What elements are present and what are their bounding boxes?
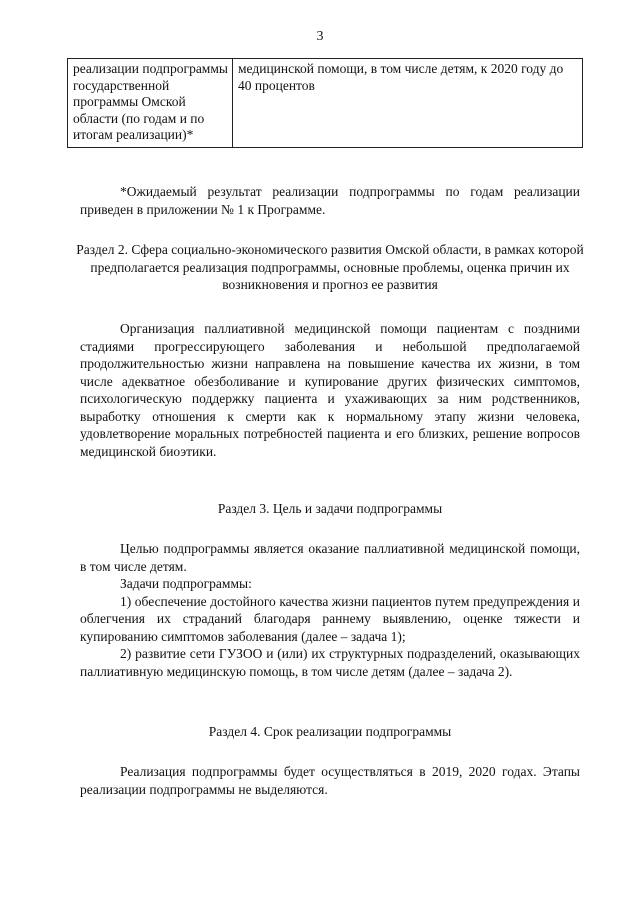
section-4-heading: Раздел 4. Срок реализации подпрограммы bbox=[208, 724, 452, 739]
section-3-heading: Раздел 3. Цель и задачи подпрограммы bbox=[217, 501, 443, 516]
results-table bbox=[67, 58, 583, 148]
section-3-goal: Целью подпрограммы является оказание паллиативной медицинской помощи, в том числе детям. bbox=[80, 541, 580, 574]
page-number: 3 bbox=[316, 29, 324, 44]
footnote-text: *Ожидаемый результат реализации подпрограммы по годам реализации приведен в приложении № 1 к Программе. bbox=[80, 184, 580, 217]
section-3-task-1: 1) обеспечение достойного качества жизни пациентов путем предупреждения и облегчения их страданий благодаря раннему выявлению, оценке тяжести и купированию симптомов заболевания (далее – задача 1); bbox=[80, 593, 580, 644]
section-2-paragraph: Организация паллиативной медицинской помощи пациентам с поздними стадиями прогрессирующего заболевания и небольшой предполагаемой продолжительностью жизни направлена на повышение качества их жизни, в том числе адекватное обезболивание и купирование других физических симптомов, психологическую поддержку пациента и ухаживающих за ним родственников, выработку отношения к смерти как к нормальному этапу жизни человека, удовлетворение моральных потребностей пациента и его близких, решение вопросов медицинской биоэтики. bbox=[80, 321, 580, 459]
section-2-heading: Раздел 2. Сфера социально-экономического развития Омской области, в рамках которой предполагается реализация подпрограммы, основные проблемы, оценка причин их возникновения и прогноз ее развития bbox=[76, 242, 584, 292]
section-3-body bbox=[80, 540, 580, 680]
table-cell: медицинской помощи, в том числе детям, к 2020 году до 40 процентов bbox=[233, 59, 583, 148]
section-4-body bbox=[80, 763, 580, 798]
section-4-paragraph: Реализация подпрограммы будет осуществляться в 2019, 2020 годах. Этапы реализации подпрограммы не выделяются. bbox=[80, 764, 580, 797]
table-cell: реализации подпрограммы государственной программы Омской области (по годам и по итогам реализации)* bbox=[68, 59, 233, 148]
table-row bbox=[68, 59, 583, 148]
section-3-tasks-label: Задачи подпрограммы: bbox=[120, 576, 252, 591]
section-2-body bbox=[80, 320, 580, 460]
footnote bbox=[80, 183, 580, 218]
section-3-task-2: 2) развитие сети ГУЗОО и (или) их структурных подразделений, оказывающих паллиативную медицинскую помощь, в том числе детям (далее – задача 2). bbox=[80, 646, 580, 679]
